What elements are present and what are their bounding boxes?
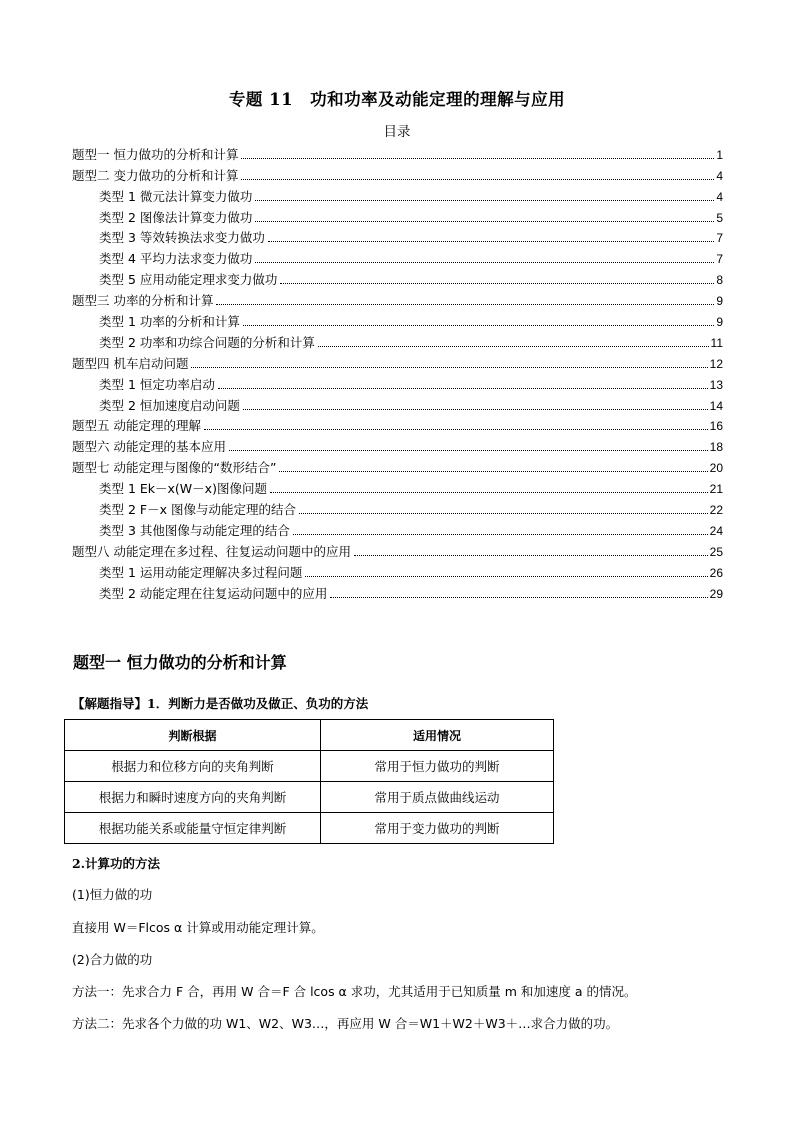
toc-page-number: 4 (716, 189, 723, 204)
toc-page-number: 18 (709, 440, 723, 455)
section-title: 题型一 恒力做功的分析和计算 (73, 653, 287, 672)
toc-entry[interactable] (72, 414, 723, 435)
toc-leader-dots (318, 345, 709, 347)
toc-page-number: 14 (709, 398, 723, 413)
toc-page-number: 7 (716, 252, 723, 267)
table-cell: 根据力和位移方向的夹角判断 (65, 751, 321, 782)
toc-page-number: 4 (716, 168, 723, 183)
toc-page-number: 25 (709, 544, 723, 559)
paragraph: (2)合力做的功 (72, 952, 153, 967)
table-cell: 常用于质点做曲线运动 (321, 782, 554, 813)
toc-entry-label: 类型 2 功率和功综合问题的分析和计算 (99, 334, 315, 350)
toc-page-number: 1 (716, 147, 723, 162)
toc-entry[interactable] (72, 393, 723, 414)
toc-entry-label: 题型三 功率的分析和计算 (72, 293, 214, 309)
toc-entry-label: 类型 2 图像法计算变力做功 (99, 209, 253, 225)
toc-leader-dots (270, 491, 708, 493)
paragraph: 方法一：先求合力 F 合，再用 W 合＝F 合 lcos α 求功，尤其适用于已知质量 m 和加速度 a 的情况。 (72, 984, 637, 999)
paragraph: (1)恒力做的功 (72, 887, 153, 902)
toc-entry-label: 题型五 动能定理的理解 (72, 418, 201, 434)
toc-entry-label: 类型 3 等效转换法求变力做功 (99, 230, 265, 246)
toc-entry[interactable] (72, 309, 723, 330)
toc-page-number: 5 (716, 210, 723, 225)
toc-entry-label: 类型 3 其他图像与动能定理的结合 (99, 522, 290, 538)
toc-page-number: 11 (710, 335, 723, 350)
toc-page-number: 7 (716, 231, 723, 246)
toc-entry-label: 题型二 变力做功的分析和计算 (72, 167, 239, 183)
toc-leader-dots (293, 533, 708, 535)
toc-entry[interactable] (72, 539, 723, 560)
subheading-methods: 2.计算功的方法 (72, 856, 161, 871)
toc-entry[interactable] (72, 330, 723, 351)
table-row (65, 813, 554, 844)
toc-entry-label: 类型 2 F－x 图像与动能定理的结合 (99, 502, 296, 518)
toc-entry[interactable] (72, 163, 723, 184)
toc-leader-dots (255, 220, 714, 222)
toc-entry-label: 题型七 动能定理与图像的“数形结合” (72, 460, 277, 476)
toc-leader-dots (241, 178, 714, 180)
toc-leader-dots (191, 366, 707, 368)
toc-leader-dots (243, 408, 708, 410)
table-header-row (65, 720, 554, 751)
toc-entry[interactable] (72, 351, 723, 372)
toc-page-number: 9 (716, 315, 723, 330)
toc-leader-dots (299, 512, 708, 514)
table-header-cell: 判断根据 (65, 720, 321, 751)
toc-leader-dots (268, 240, 714, 242)
toc-entry-label: 类型 4 平均力法求变力做功 (99, 251, 253, 267)
toc-leader-dots (305, 575, 707, 577)
toc-leader-dots (229, 449, 708, 451)
toc-page-number: 29 (709, 586, 723, 601)
toc-entry[interactable] (72, 372, 723, 393)
toc-page-number: 21 (709, 482, 723, 497)
table-cell: 常用于变力做功的判断 (321, 813, 554, 844)
toc-page-number: 13 (709, 377, 723, 392)
toc-entry[interactable] (72, 246, 723, 267)
toc-page-number: 9 (716, 294, 723, 309)
toc-leader-dots (216, 303, 714, 305)
toc-entry[interactable] (72, 226, 723, 247)
toc-entry-label: 题型一 恒力做功的分析和计算 (72, 146, 239, 162)
toc-entry-label: 类型 1 功率的分析和计算 (99, 314, 240, 330)
toc-page-number: 16 (709, 419, 723, 434)
table-cell: 常用于恒力做功的判断 (321, 751, 554, 782)
toc-entry-label: 类型 1 恒定功率启动 (99, 376, 215, 392)
toc-leader-dots (330, 596, 707, 598)
toc-entry-label: 题型八 动能定理在多过程、往复运动问题中的应用 (72, 543, 351, 559)
toc-entry[interactable] (72, 288, 723, 309)
toc-heading: 目录 (383, 124, 411, 140)
toc-page-number: 8 (716, 273, 723, 288)
toc-page-number: 20 (709, 461, 723, 476)
toc-entry[interactable] (72, 476, 723, 497)
toc-entry[interactable] (72, 434, 723, 455)
toc-page-number: 26 (709, 565, 723, 580)
toc-leader-dots (241, 157, 714, 159)
toc-entry[interactable] (72, 184, 723, 205)
toc-entry[interactable] (72, 560, 723, 581)
toc-entry-label: 类型 1 Ek－x(W－x)图像问题 (99, 481, 267, 497)
toc-entry-label: 类型 1 微元法计算变力做功 (99, 188, 253, 204)
toc-entry-label: 类型 5 应用动能定理求变力做功 (99, 272, 278, 288)
table-cell: 根据功能关系或能量守恒定律判断 (65, 813, 321, 844)
toc-entry[interactable] (72, 205, 723, 226)
judgment-table (64, 719, 554, 844)
table-row (65, 782, 554, 813)
table-header-cell: 适用情况 (321, 720, 554, 751)
toc-entry-label: 类型 1 运用动能定理解决多过程问题 (99, 564, 303, 580)
toc-leader-dots (280, 282, 714, 284)
solution-guide: 【解题指导】1．判断力是否做功及做正、负功的方法 (72, 696, 369, 711)
toc-entry[interactable] (72, 581, 723, 602)
toc-entry[interactable] (72, 142, 723, 163)
toc-leader-dots (218, 387, 708, 389)
table-row (65, 751, 554, 782)
toc-entry-label: 题型六 动能定理的基本应用 (72, 439, 226, 455)
toc-page-number: 24 (709, 523, 723, 538)
toc-entry[interactable] (72, 497, 723, 518)
toc-leader-dots (255, 261, 714, 263)
toc-leader-dots (243, 324, 714, 326)
toc-leader-dots (204, 428, 708, 430)
document-title: 专题 11 功和功率及动能定理的理解与应用 (228, 90, 566, 109)
paragraph: 直接用 W＝Flcos α 计算或用动能定理计算。 (72, 920, 324, 935)
toc-entry-label: 类型 2 动能定理在往复运动问题中的应用 (99, 585, 328, 601)
toc-leader-dots (279, 470, 707, 472)
toc-page-number: 22 (709, 503, 723, 518)
paragraph: 方法二：先求各个力做的功 W1、W2、W3…，再应用 W 合＝W1＋W2＋W3＋…求合力做的功。 (72, 1016, 619, 1031)
table-cell: 根据力和瞬时速度方向的夹角判断 (65, 782, 321, 813)
toc-entry[interactable] (72, 518, 723, 539)
toc-leader-dots (354, 554, 708, 556)
toc-page-number: 12 (709, 356, 723, 371)
table-of-contents (72, 142, 723, 602)
toc-entry-label: 类型 2 恒加速度启动问题 (99, 397, 240, 413)
toc-leader-dots (255, 199, 714, 201)
toc-entry[interactable] (72, 267, 723, 288)
toc-entry[interactable] (72, 455, 723, 476)
toc-entry-label: 题型四 机车启动问题 (72, 355, 189, 371)
